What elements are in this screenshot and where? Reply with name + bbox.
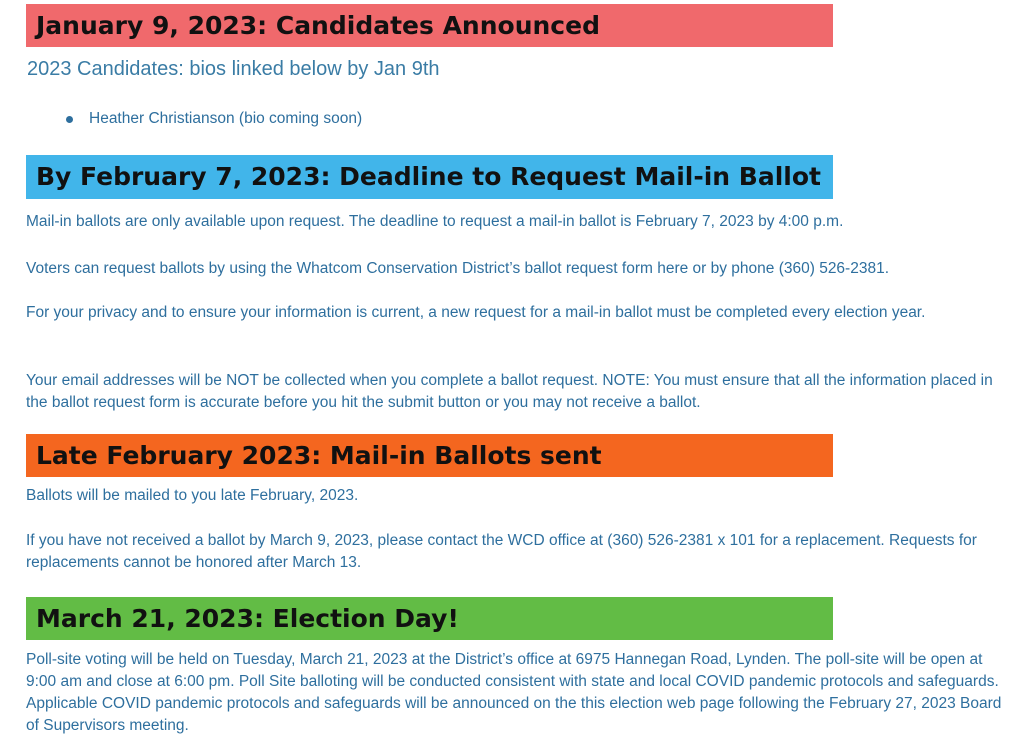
heading-request-deadline: By February 7, 2023: Deadline to Request Mail-in Ballot — [26, 155, 833, 199]
sent-paragraph-1: Ballots will be mailed to you late February, 2023. — [26, 487, 359, 504]
heading-candidates-announced: January 9, 2023: Candidates Announced — [26, 4, 833, 47]
sent-paragraph-2: If you have not received a ballot by March 9, 2023, please contact the WCD office at (360) 526-2381 x 101 for a replacement. Requests for replacements cannot be honored after March 13. — [26, 532, 977, 571]
deadline-paragraph-1: Mail-in ballots are only available upon request. The deadline to request a mail-in ballot is February 7, 2023 by 4:00 p.m. — [26, 213, 844, 230]
candidates-subheading: 2023 Candidates: bios linked below by Jan 9th — [27, 58, 440, 80]
election-paragraph-1: Poll-site voting will be held on Tuesday, March 21, 2023 at the District’s office at 6975 Hannegan Road, Lynden. The poll-site will be open at 9:00 am and close at 6:00 pm. Poll Site balloting will be conducted consistent with state and local COVID pandemic protocols and safeguards. Applicable COVID pandemic protocols and safeguards will be announced on the this election web page following the February 27, 2023 Board of Supervisors meeting. — [26, 651, 1002, 734]
deadline-paragraph-4: Your email addresses will be NOT be collected when you complete a ballot request. NOTE: You must ensure that all the information placed in the ballot request form is accurate before you hit the submit button or you may not receive a ballot. — [26, 372, 993, 411]
deadline-paragraph-2: Voters can request ballots by using the Whatcom Conservation District’s ballot request form here or by phone (360) 526-2381. — [26, 260, 890, 277]
bullet-icon — [66, 116, 73, 123]
heading-ballots-sent: Late February 2023: Mail-in Ballots sent — [26, 434, 833, 477]
deadline-paragraph-3: For your privacy and to ensure your information is current, a new request for a mail-in ballot must be completed every election year. — [26, 304, 926, 321]
heading-election-day: March 21, 2023: Election Day! — [26, 597, 833, 640]
candidate-list-item: Heather Christianson (bio coming soon) — [89, 110, 363, 127]
